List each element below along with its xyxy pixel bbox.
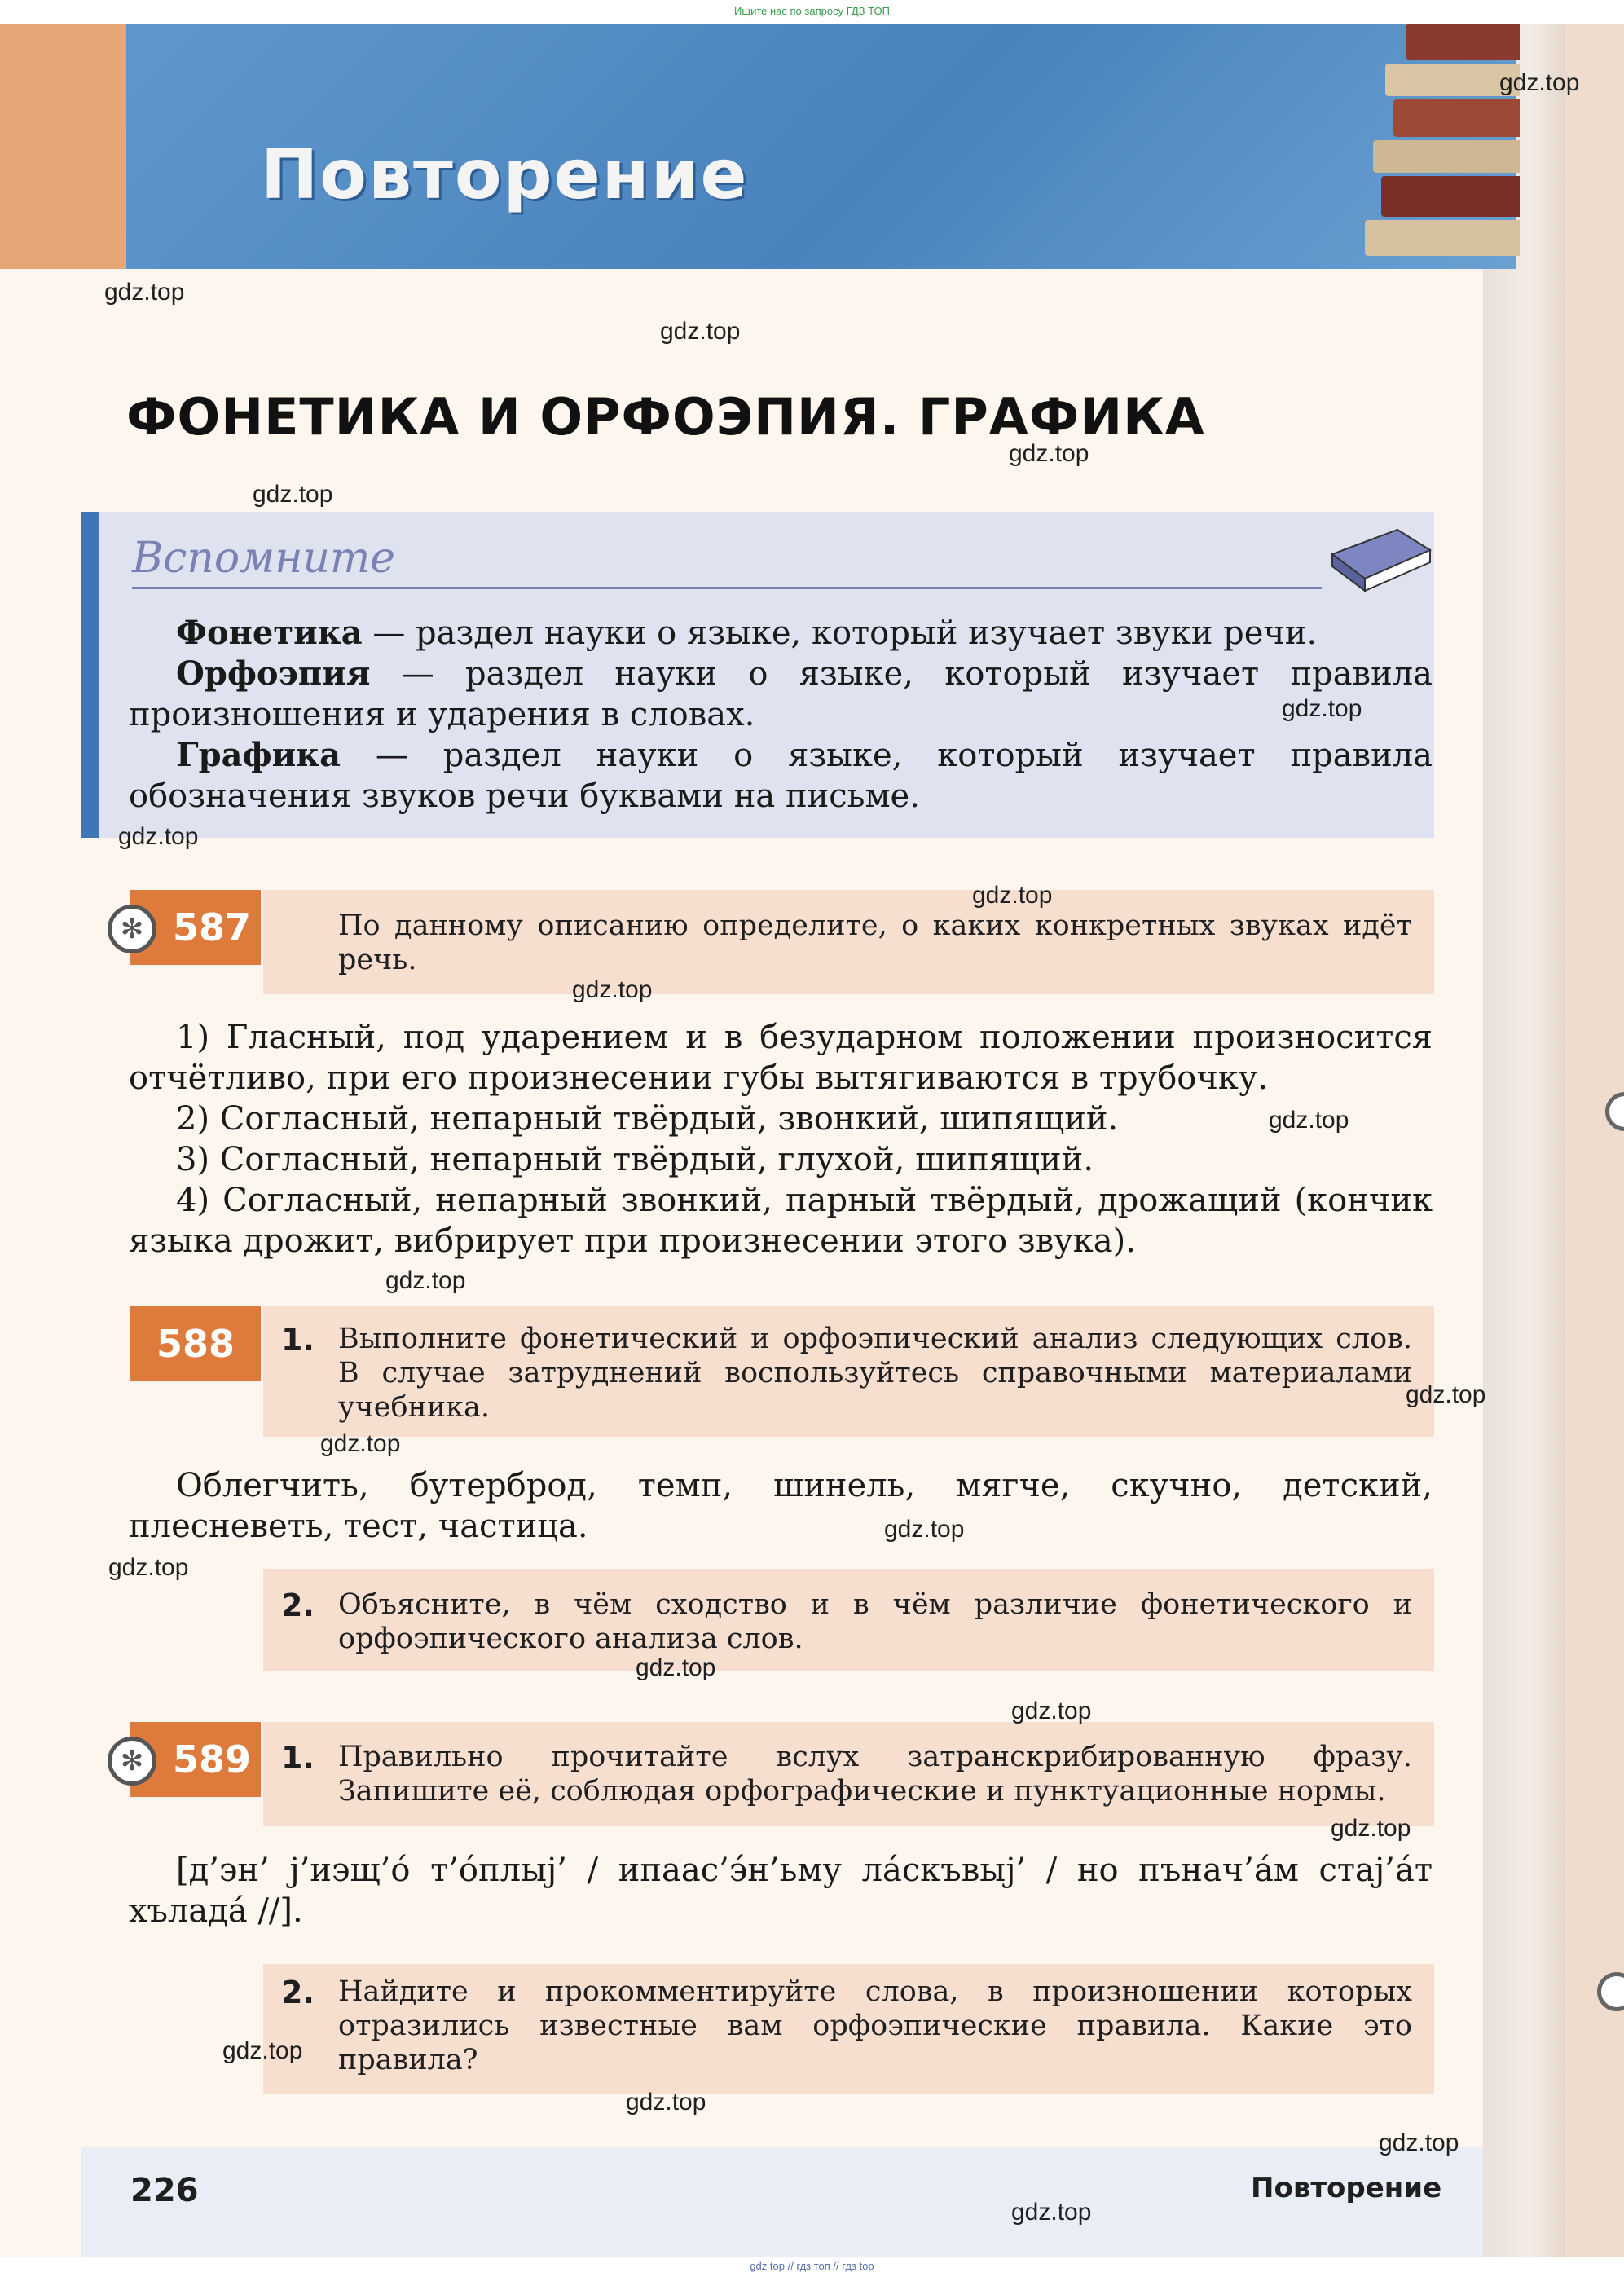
exercise-587-task: По данному описанию определите, о каких конкретных звуках идёт речь. [338,909,1412,976]
watermark: gdz.top [1331,1815,1411,1842]
exercise-587-number: 587 [130,890,261,965]
remember-underline [132,587,1322,589]
exercise-587-lines: 1) Гласный, под ударением и в безударном положении произносится отчётливо, при его произнесении губы вытягиваются в трубочку. 2) Согласный, непарный твёрдый, звонкий, шипящий. 3) Согласный, непарный твёрдый, глухой, шипящий. 4) Согласный, непарный звонкий, парный твёрдый, дрожащий (кончик языка дрожит, вибрирует при произнесении этого звука). [129,1019,1433,1260]
exercise-589-task1-number: 1. [281,1740,315,1776]
watermark: gdz.top [660,318,741,345]
watermark: gdz.top [972,882,1053,909]
watermark: gdz.top [1011,2199,1092,2226]
exercise-589-number: 589 [130,1722,261,1797]
top-note: Ищите нас по запросу ГДЗ ТОП [734,5,890,17]
remember-item: Фонетика — раздел науки о языке, который изучает звуки речи. [176,614,1318,652]
watermark: gdz.top [108,1554,189,1581]
watermark: gdz.top [1379,2129,1459,2156]
header-title: Повторение [261,134,749,214]
watermark: gdz.top [1282,695,1362,722]
book-icon [1324,522,1434,595]
remember-item: Орфоэпия — раздел науки о языке, который изучает правила произношения и ударения в словах. [129,654,1433,733]
watermark: gdz.top [636,1654,716,1681]
remember-side-bar [81,512,99,838]
watermark: gdz.top [1011,1698,1092,1724]
watermark: gdz.top [222,2037,303,2064]
watermark: gdz.top [572,976,653,1003]
watermark: gdz.top [320,1430,401,1457]
watermark: gdz.top [385,1267,466,1294]
remember-title: Вспомните [132,534,396,583]
bottom-note: gdz top // гдз топ // гдз top [750,2260,874,2272]
watermark: gdz.top [118,823,199,850]
exercise-588-task2: Объясните, в чём сходство и в чём различие фонетического и орфоэпического анализа слов. [338,1588,1412,1655]
exercise-589-task2: Найдите и прокомментируйте слова, в произношении которых отразились известные вам орфоэпические правила. Какие это правила? [338,1975,1412,2076]
page-gutter-shadow [1483,24,1565,2257]
exercise-588-number: 588 [130,1306,261,1381]
watermark: gdz.top [1009,440,1089,467]
watermark: gdz.top [104,279,185,306]
footer-label: Повторение [1251,2172,1442,2204]
books-stack-icon [1357,24,1520,269]
section-title: ФОНЕТИКА И ОРФОЭПИЯ. ГРАФИКА [126,387,1205,447]
exercise-589-task2-number: 2. [281,1975,315,2010]
header-left-strip [0,24,126,269]
exercise-588-task1: Выполните фонетический и орфоэпический анализ следующих слов. В случае затруднений воспользуйтесь справочными материалами учебника. [338,1323,1412,1424]
exercise-588-task2-number: 2. [281,1587,315,1623]
exercise-589-transcription: [д’эн’ j’иэщ’о́ т’о́плыj’ / ипаас’э́н’ьму ла́скъвыj’ / но пънач’а́м стаj’а́т хълада́ //]. [129,1852,1433,1930]
watermark: gdz.top [253,481,333,508]
exercise-588-task1-number: 1. [281,1322,315,1358]
watermark: gdz.top [1269,1107,1349,1134]
exercise-588-words: Облегчить, бутерброд, темп, шинель, мягче, скучно, детский, плесневеть, тест, частица. [129,1467,1433,1545]
watermark: gdz.top [884,1516,965,1543]
remember-item: Графика — раздел науки о языке, который изучает правила обозначения звуков речи буквами на письме. [129,736,1433,815]
watermark: gdz.top [1406,1381,1486,1408]
exercise-589-task1: Правильно прочитайте вслух затранскрибированную фразу. Запишите её, соблюдая орфографические и пунктуационные нормы. [338,1741,1412,1808]
star-badge-icon: ✻ [108,1737,156,1786]
watermark: gdz.top [626,2089,706,2116]
remember-text [129,613,1433,817]
adjacent-page-strip [1565,24,1624,2257]
page-number: 226 [130,2172,199,2209]
star-badge-icon: ✻ [108,905,156,953]
watermark: gdz.top [1499,69,1580,96]
